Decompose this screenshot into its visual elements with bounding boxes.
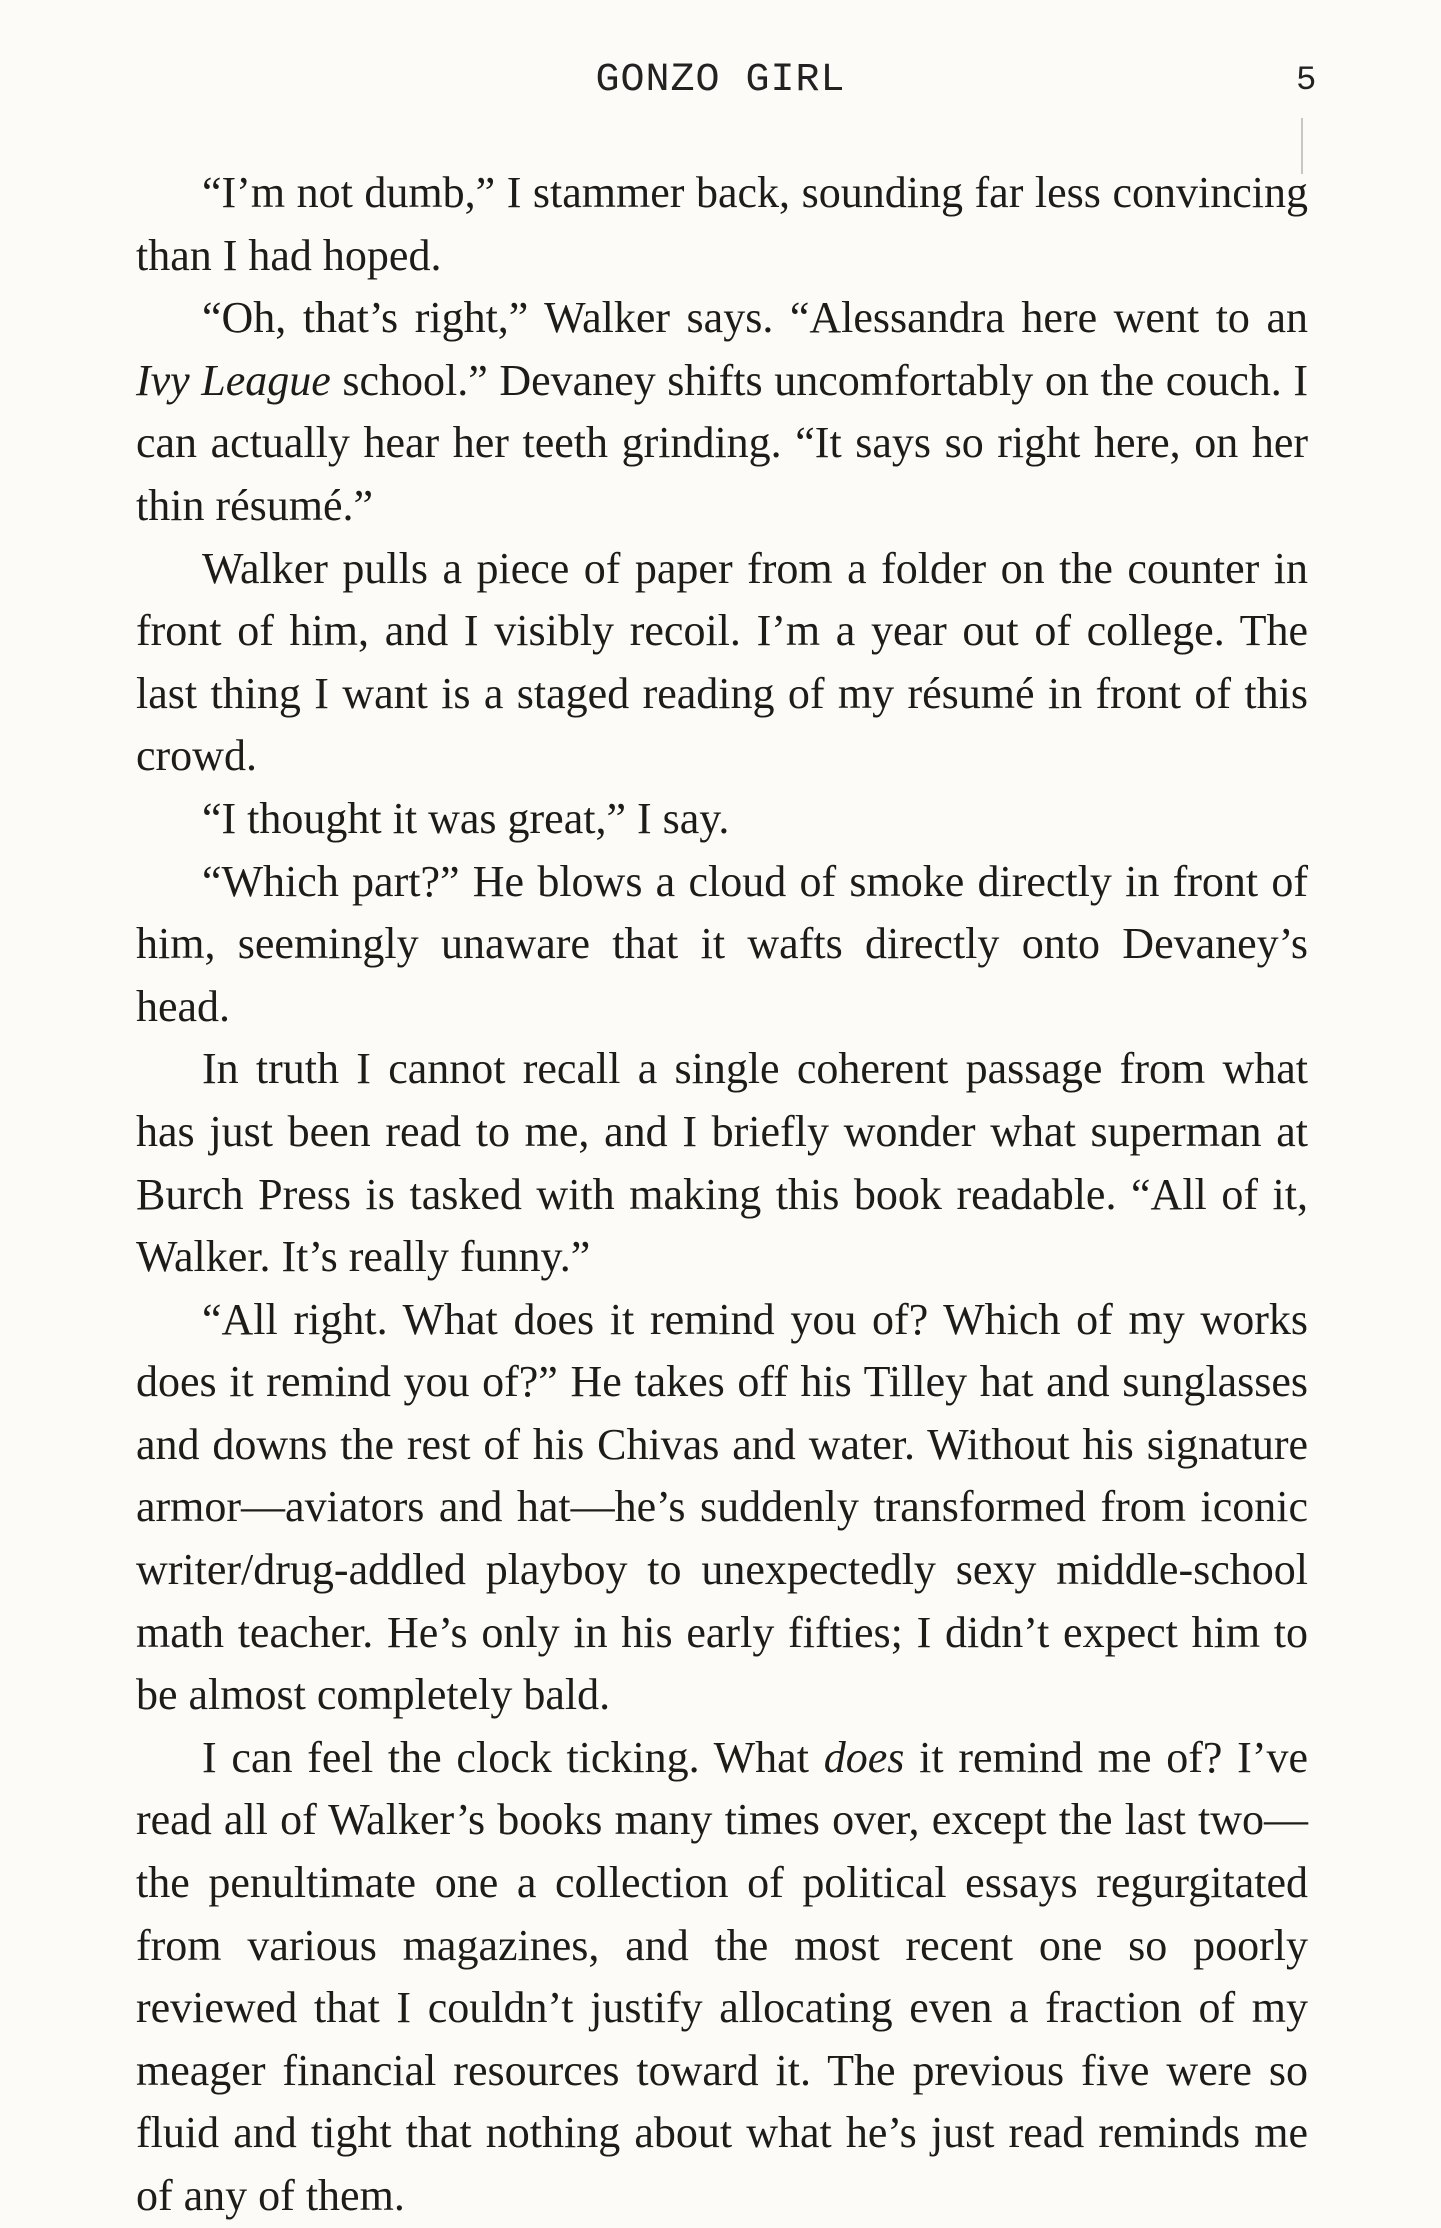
text-run: I can feel the clock ticking. What [202, 1732, 824, 1782]
paragraph [136, 788, 1308, 851]
text-run: In truth I cannot recall a single coherent passage from what has just been read to me, and I briefly wonder what superman at Burch Press is tasked with making this book readable. “All of it, Walker. It’s really funny.” [136, 1044, 1308, 1282]
paragraph [136, 1727, 1308, 2228]
paragraph [136, 162, 1308, 287]
text-run: school.” Devaney shifts uncomfortably on the couch. I can actually hear her teeth grinding. “It says so right here, on her thin résumé.” [136, 355, 1308, 530]
italic-text: does [823, 1732, 905, 1782]
italic-text: Ivy League [136, 355, 331, 405]
text-run: it remind me of? I’ve read all of Walker’s books many times over, except the last two—the penultimate one a collection of political essays regurgitated from various magazines, and the most recent one so poorly reviewed that I couldn’t justify allocating even a fraction of my meager financial resources toward it. The previous five were so fluid and tight that nothing about what he’s just read reminds me of any of them. [136, 1732, 1309, 2220]
text-run: Walker pulls a piece of paper from a folder on the counter in front of him, and I visibly recoil. I’m a year out of college. The last thing I want is a staged reading of my résumé in front of this crowd. [136, 543, 1308, 781]
page-number: 5 [1296, 62, 1317, 100]
paragraph [136, 538, 1308, 788]
running-title: GONZO GIRL [595, 58, 846, 103]
text-run: “I’m not dumb,” I stammer back, sounding far less convincing than I had hoped. [136, 168, 1308, 280]
paragraph [136, 851, 1308, 1039]
text-run: “Which part?” He blows a cloud of smoke directly in front of him, seemingly unaware that it wafts directly onto Devaney’s head. [136, 856, 1308, 1031]
text-run: “Oh, that’s right,” Walker says. “Alessandra here went to an [202, 293, 1308, 343]
text-run: “All right. What does it remind you of? Which of my works does it remind you of?” He takes off his Tilley hat and sunglasses and downs the rest of his Chivas and water. Without his signature armor—aviators and hat—he’s suddenly transformed from iconic writer/drug-addled playboy to unexpectedly sexy middle-school math teacher. He’s only in his early fifties; I didn’t expect him to be almost completely bald. [136, 1294, 1308, 1720]
paragraph [136, 1289, 1308, 1727]
paragraph [136, 287, 1308, 537]
paragraph [136, 1038, 1308, 1288]
text-run: “I thought it was great,” I say. [202, 793, 730, 843]
body-text [136, 162, 1308, 2228]
